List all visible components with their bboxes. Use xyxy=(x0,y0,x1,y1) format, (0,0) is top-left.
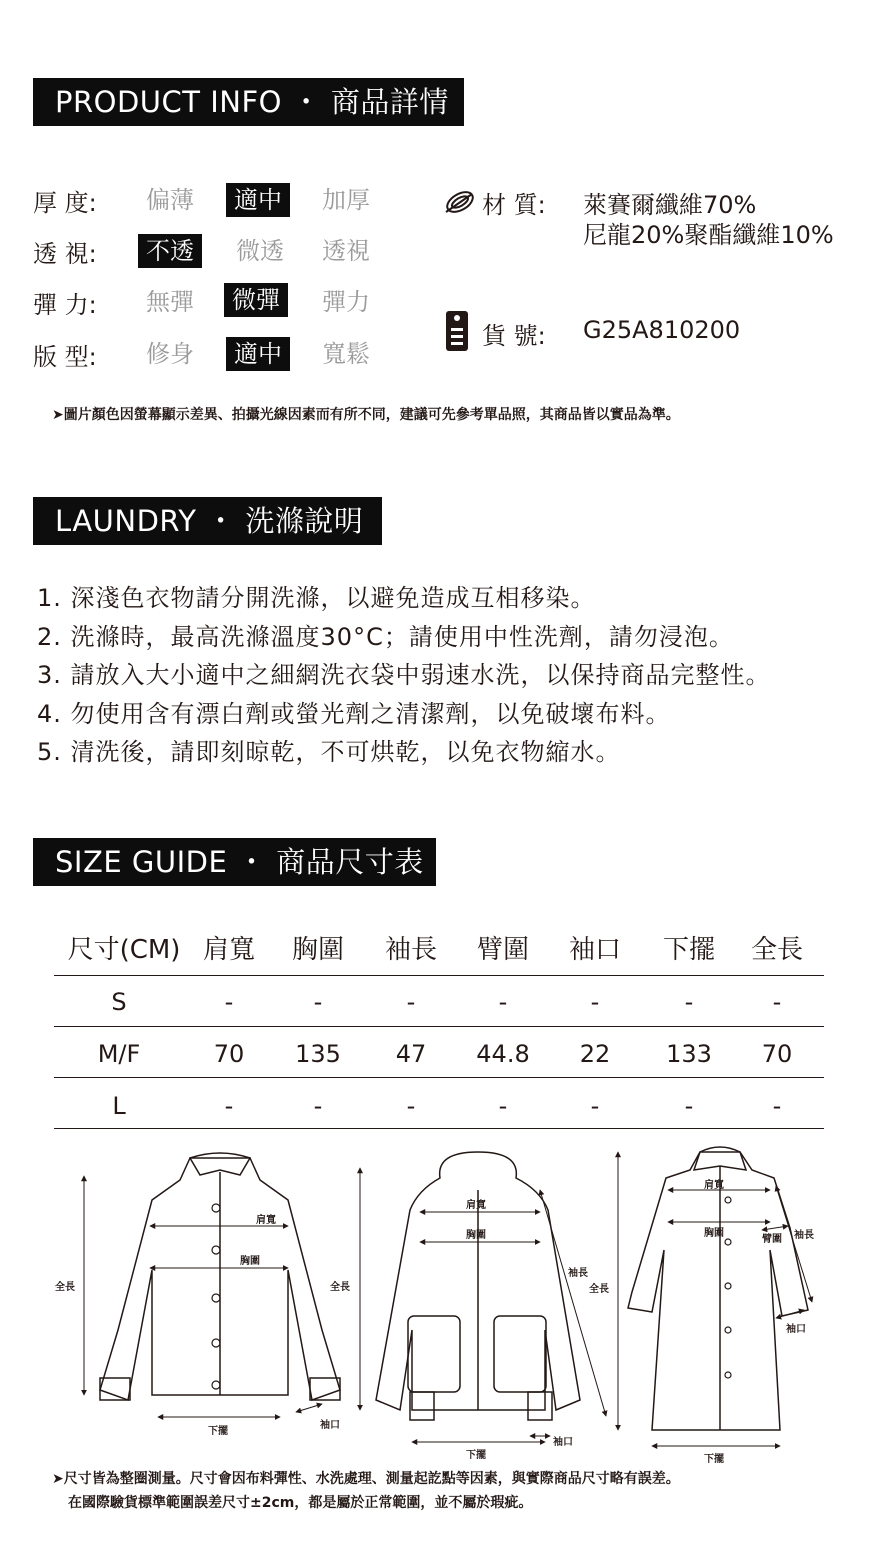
attr-option: 無彈 xyxy=(146,288,194,316)
label-length: 全長 xyxy=(330,1282,350,1293)
material-value-line2: 尼龍20%聚酯纖維10% xyxy=(583,221,834,249)
label-chest: 胸圍 xyxy=(466,1230,486,1241)
attr-label: 版 型: xyxy=(33,342,97,371)
size-value-cell: - xyxy=(590,1092,600,1120)
product-info-heading: PRODUCT INFO ・ 商品詳情 xyxy=(33,78,464,126)
attr-row-thickness xyxy=(33,183,145,217)
label-shoulder: 肩寬 xyxy=(256,1215,276,1226)
col-header-cuff: 袖口 xyxy=(568,935,621,965)
size-value-cell: - xyxy=(224,1092,234,1120)
size-value-cell: - xyxy=(498,988,508,1016)
label-cuff: 袖口 xyxy=(786,1324,806,1335)
hoodie-diagram xyxy=(376,1152,580,1420)
size-label-cell: L xyxy=(112,1092,126,1120)
label-hem: 下擺 xyxy=(704,1454,724,1465)
size-value-cell: - xyxy=(590,988,600,1016)
thread-spool-icon xyxy=(442,186,478,218)
label-arm: 臂圍 xyxy=(762,1234,782,1245)
label-hem: 下擺 xyxy=(466,1450,486,1461)
label-hem: 下擺 xyxy=(208,1426,228,1437)
size-label-cell: S xyxy=(111,988,127,1016)
table-rule xyxy=(54,1128,824,1129)
label-cuff: 袖口 xyxy=(553,1437,573,1448)
attr-label: 彈 力: xyxy=(33,290,97,319)
label-shoulder: 肩寬 xyxy=(466,1200,486,1211)
attr-option-selected: 微彈 xyxy=(224,283,288,317)
sku-label: 貨 號: xyxy=(482,322,546,350)
attr-option-selected: 不透 xyxy=(138,234,202,268)
laundry-line: 2. 洗滌時，最高洗滌溫度30°C；請使用中性洗劑，請勿浸泡。 xyxy=(37,623,734,651)
attr-option: 微透 xyxy=(236,237,284,265)
size-value-cell: - xyxy=(224,988,234,1016)
label-chest: 胸圍 xyxy=(704,1228,724,1239)
sku-value: G25A810200 xyxy=(583,316,741,344)
size-value-cell: 22 xyxy=(579,1040,611,1068)
label-sleeve: 袖長 xyxy=(794,1230,814,1241)
col-header-chest: 胸圍 xyxy=(291,935,344,965)
attr-row-transparency xyxy=(33,234,145,268)
attr-option: 寬鬆 xyxy=(322,340,370,368)
table-rule xyxy=(54,1026,824,1027)
size-label-cell: M/F xyxy=(97,1040,141,1068)
material-label: 材 質: xyxy=(482,191,546,219)
col-header-sleeve: 袖長 xyxy=(384,935,437,965)
size-value-cell: - xyxy=(772,1092,782,1120)
size-value-cell: 135 xyxy=(295,1040,341,1068)
garment-diagrams xyxy=(0,1130,875,1470)
attr-row-elasticity xyxy=(33,285,145,319)
table-rule xyxy=(54,975,824,976)
laundry-line: 3. 請放入大小適中之細網洗衣袋中弱速水洗，以保持商品完整性。 xyxy=(37,661,771,689)
size-note-line2: 在國際驗貨標準範圍誤差尺寸±2cm，都是屬於正常範圍，並不屬於瑕疵。 xyxy=(68,1495,533,1511)
attr-option: 偏薄 xyxy=(146,186,194,214)
size-value-cell: 44.8 xyxy=(476,1040,530,1068)
attr-label: 厚 度: xyxy=(33,188,97,217)
label-shoulder: 肩寬 xyxy=(704,1180,724,1191)
laundry-line: 1. 深淺色衣物請分開洗滌，以避免造成互相移染。 xyxy=(37,584,596,612)
size-value-cell: 70 xyxy=(761,1040,793,1068)
col-header-length: 全長 xyxy=(750,935,803,965)
size-value-cell: 133 xyxy=(666,1040,712,1068)
col-header-hem: 下擺 xyxy=(662,935,715,965)
size-value-cell: 47 xyxy=(395,1040,427,1068)
size-value-cell: - xyxy=(772,988,782,1016)
size-value-cell: - xyxy=(498,1092,508,1120)
material-value-line1: 萊賽爾纖維70% xyxy=(583,191,757,219)
col-header-arm: 臂圍 xyxy=(476,935,529,965)
label-sleeve: 袖長 xyxy=(568,1268,588,1279)
attr-option: 彈力 xyxy=(322,288,370,316)
laundry-line: 4. 勿使用含有漂白劑或螢光劑之清潔劑，以免破壞布料。 xyxy=(37,700,671,728)
size-value-cell: - xyxy=(684,1092,694,1120)
attr-option: 透視 xyxy=(322,237,370,265)
table-rule xyxy=(54,1077,824,1078)
label-chest: 胸圍 xyxy=(240,1256,260,1267)
size-value-cell: - xyxy=(684,988,694,1016)
laundry-heading: LAUNDRY ・ 洗滌說明 xyxy=(33,497,382,545)
col-header-shoulder: 肩寬 xyxy=(202,935,255,965)
attr-option: 加厚 xyxy=(322,186,370,214)
attr-row-fit xyxy=(33,337,145,371)
size-value-cell: 70 xyxy=(213,1040,245,1068)
color-disclaimer: ➤圖片顏色因螢幕顯示差異、拍攝光線因素而有所不同，建議可先參考單品照，其商品皆以實品為準。 xyxy=(52,407,680,423)
jacket-diagram xyxy=(100,1153,340,1400)
label-cuff: 袖口 xyxy=(320,1420,340,1431)
laundry-line: 5. 清洗後，請即刻晾乾，不可烘乾，以免衣物縮水。 xyxy=(37,738,621,766)
attr-option: 修身 xyxy=(146,340,194,368)
size-value-cell: - xyxy=(406,988,416,1016)
attr-option-selected: 適中 xyxy=(226,183,290,217)
size-note-line1: ➤尺寸皆為整圈測量。尺寸會因布料彈性、水洗處理、測量起訖點等因素，與實際商品尺寸略有誤差。 xyxy=(52,1471,680,1487)
size-guide-heading: SIZE GUIDE ・ 商品尺寸表 xyxy=(33,838,436,886)
label-length: 全長 xyxy=(55,1282,75,1293)
tag-icon xyxy=(443,308,471,354)
label-length: 全長 xyxy=(589,1284,609,1295)
attr-option-selected: 適中 xyxy=(226,337,290,371)
size-value-cell: - xyxy=(406,1092,416,1120)
size-value-cell: - xyxy=(313,988,323,1016)
attr-label: 透 視: xyxy=(33,239,97,268)
col-header-size: 尺寸(CM) xyxy=(67,935,181,965)
size-value-cell: - xyxy=(313,1092,323,1120)
